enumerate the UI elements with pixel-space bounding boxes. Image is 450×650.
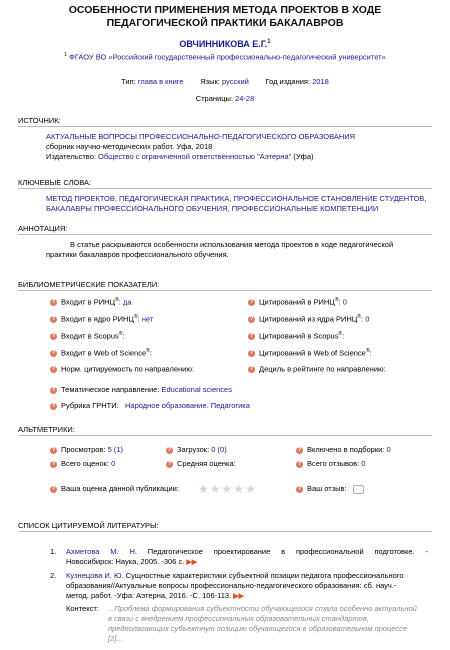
star-icon[interactable]: ★ — [233, 482, 246, 496]
rating-stars[interactable] — [198, 482, 257, 496]
help-icon[interactable]: ? — [297, 460, 302, 467]
publication-pages: Страницы: 24-28 — [195, 94, 255, 103]
go-arrow-icon[interactable]: ▶▶ — [186, 559, 198, 566]
comment-icon[interactable] — [353, 485, 364, 494]
star-icon[interactable]: ★ — [221, 482, 234, 496]
divider — [18, 435, 432, 436]
biblio-cit-scopus: ? Цитирований в Scopus®: — [249, 331, 345, 341]
source-title-link[interactable]: АКТУАЛЬНЫЕ ВОПРОСЫ ПРОФЕССИОНАЛЬНО-ПЕДАГОГИЧЕСКОГО ОБРАЗОВАНИЯ — [46, 132, 356, 141]
reference-item: Кузнецова И. Ю. Сущностные характеристики субъектной позиции педагога профессионального образования//Актуальные вопросы профессионально-педагогического образования: сб. науч.- метод. работ. -Уфа: Аэтерна, 2016. -С. 106-113. ▶▶ — [66, 571, 404, 600]
help-icon[interactable]: ? — [249, 350, 254, 357]
go-arrow-icon[interactable]: ▶▶ — [233, 593, 245, 600]
keywords-list[interactable]: МЕТОД ПРОЕКТОВ, ПЕДАГОГИЧЕСКАЯ ПРАКТИКА, ПРОФЕССИОНАЛЬНОЕ СТАНОВЛЕНИЕ СТУДЕНТОВ, БАКАЛАВРЫ ПРОФЕССИОНАЛЬНОГО ОБУЧЕНИЯ, ПРОФЕССИОНАЛЬНЫЕ КОМПЕТЕНЦИИ — [46, 194, 427, 213]
help-icon[interactable]: ? — [249, 333, 254, 340]
biblio-heading: БИБЛИОМЕТРИЧЕСКИЕ ПОКАЗАТЕЛИ: — [18, 280, 160, 289]
help-icon[interactable]: ? — [51, 316, 56, 323]
affiliation: $^1$ ФГАОУ ВО «Российский государственный профессионально-педагогический университет» — [64, 52, 386, 62]
alt-downloads: ? Загрузок: 0 (0) — [167, 445, 227, 454]
biblio-grnti: ? Рубрика ГРНТИ: Народное образование. Педагогика — [51, 401, 250, 410]
biblio-cit-rinc-core: ? Цитирований из ядра РИНЦ®: 0 — [249, 314, 370, 324]
help-icon[interactable]: ? — [249, 366, 254, 373]
publication-meta: Тип: глава в книге Язык: русский Год издания: 2018 — [121, 77, 329, 86]
alt-your-review: ? Ваш отзыв: — [296, 484, 364, 494]
reference-author-link[interactable]: Ахметова М. Н. — [66, 547, 137, 556]
annotation-heading: АННОТАЦИЯ: — [18, 224, 68, 233]
alt-average: ? Средняя оценка: — [167, 459, 236, 468]
divider — [18, 531, 432, 532]
reference-author-link[interactable]: Кузнецова И. Ю. — [66, 571, 124, 580]
page-title: ОСОБЕННОСТИ ПРИМЕНЕНИЯ МЕТОДА ПРОЕКТОВ В ХОДЕ ПЕДАГОГИЧЕСКОЙ ПРАКТИКИ БАКАЛАВРОВ — [68, 4, 382, 29]
help-icon[interactable]: ? — [249, 316, 254, 323]
biblio-scopus: ? Входит в Scopus®: — [51, 331, 125, 341]
help-icon[interactable]: ? — [167, 446, 172, 453]
help-icon[interactable]: ? — [51, 299, 56, 306]
reference-num: 2. — [50, 571, 57, 580]
biblio-theme: ? Тематическое направление: Educational sciences — [51, 385, 232, 394]
alt-views: ? Просмотров: 5 (1) — [51, 445, 124, 454]
alt-your-rating: ? Ваша оценка данной публикации: — [51, 484, 179, 493]
biblio-wos: ? Входит в Web of Science®: — [51, 348, 152, 358]
star-icon[interactable]: ★ — [198, 482, 210, 496]
help-icon[interactable]: ? — [51, 460, 56, 467]
help-icon[interactable]: ? — [297, 446, 302, 453]
biblio-norm-citation: ? Норм. цитируемость по направлению: — [51, 364, 195, 374]
theme-link[interactable]: Educational sciences — [161, 385, 232, 394]
altmetrics-heading: АЛЬТМЕТРИКИ: — [18, 425, 75, 434]
help-icon[interactable]: ? — [249, 299, 254, 306]
biblio-cit-rinc: ? Цитирований в РИНЦ®: 0 — [249, 297, 347, 307]
context-text: ...Проблема формирования субъектности обучающегося стала особенно актуальной в связи с внедрением профессиональных образовательных стандартов, предполагающих субъектную позицию обучающегося в образовательном процессе [2]... — [108, 604, 417, 643]
keywords-heading: КЛЮЧЕВЫЕ СЛОВА: — [18, 178, 92, 187]
reference-num: 1. — [50, 547, 57, 556]
source-block: АКТУАЛЬНЫЕ ВОПРОСЫ ПРОФЕССИОНАЛЬНО-ПЕДАГОГИЧЕСКОГО ОБРАЗОВАНИЯ сборник научно-методических работ. Уфа, 2018 Издательство: Общество с ограниченной ответственностью "Аэтерна" (Уфа) — [46, 132, 356, 161]
star-icon[interactable]: ★ — [209, 482, 222, 496]
help-icon[interactable]: ? — [167, 460, 172, 467]
help-icon[interactable]: ? — [51, 402, 56, 409]
help-icon[interactable]: ? — [51, 350, 56, 357]
annotation-text: В статье раскрываются особенности использования метода проектов в ходе педагогической практики бакалавров профессионального обучения. — [46, 240, 394, 259]
help-icon[interactable]: ? — [51, 446, 56, 453]
biblio-cit-wos: ? Цитирований в Web of Science®: — [249, 348, 372, 358]
publisher-link[interactable]: Общество с ограниченной ответственностью "Аэтерна" — [98, 152, 292, 161]
biblio-decile: ? Дециль в рейтинге по направлению: — [249, 364, 386, 374]
alt-collections: ? Включено в подборки: 0 — [297, 445, 391, 454]
author-link[interactable]: ОВЧИННИКОВА Е.Г.$^1$ — [179, 39, 271, 49]
divider — [18, 234, 432, 235]
source-heading: ИСТОЧНИК: — [18, 116, 61, 125]
help-icon[interactable]: ? — [297, 485, 302, 492]
divider — [18, 188, 432, 189]
context-label: Контекст: — [66, 604, 99, 613]
grnti-link[interactable]: Народное образование. Педагогика — [125, 401, 250, 410]
alt-reviews: ? Всего отзывов: 0 — [297, 459, 366, 468]
help-icon[interactable]: ? — [51, 485, 56, 492]
help-icon[interactable]: ? — [51, 366, 56, 373]
star-icon[interactable]: ★ — [245, 482, 257, 496]
alt-ratings: ? Всего оценок: 0 — [51, 459, 116, 468]
reference-item: Ахметова М. Н. Педагогическое проектирование в профессиональной подготовке. - Новосибирск: Наука, 2005. -306 с. ▶▶ — [66, 547, 428, 566]
divider — [18, 290, 432, 291]
help-icon[interactable]: ? — [51, 333, 56, 340]
biblio-rinc: ? Входит в РИНЦ®: да — [51, 297, 132, 307]
biblio-rinc-core: ? Входит в ядро РИНЦ®: нет — [51, 314, 154, 324]
help-icon[interactable]: ? — [51, 386, 56, 393]
references-heading: СПИСОК ЦИТИРУЕМОЙ ЛИТЕРАТУРЫ: — [18, 521, 159, 530]
divider — [18, 126, 432, 127]
